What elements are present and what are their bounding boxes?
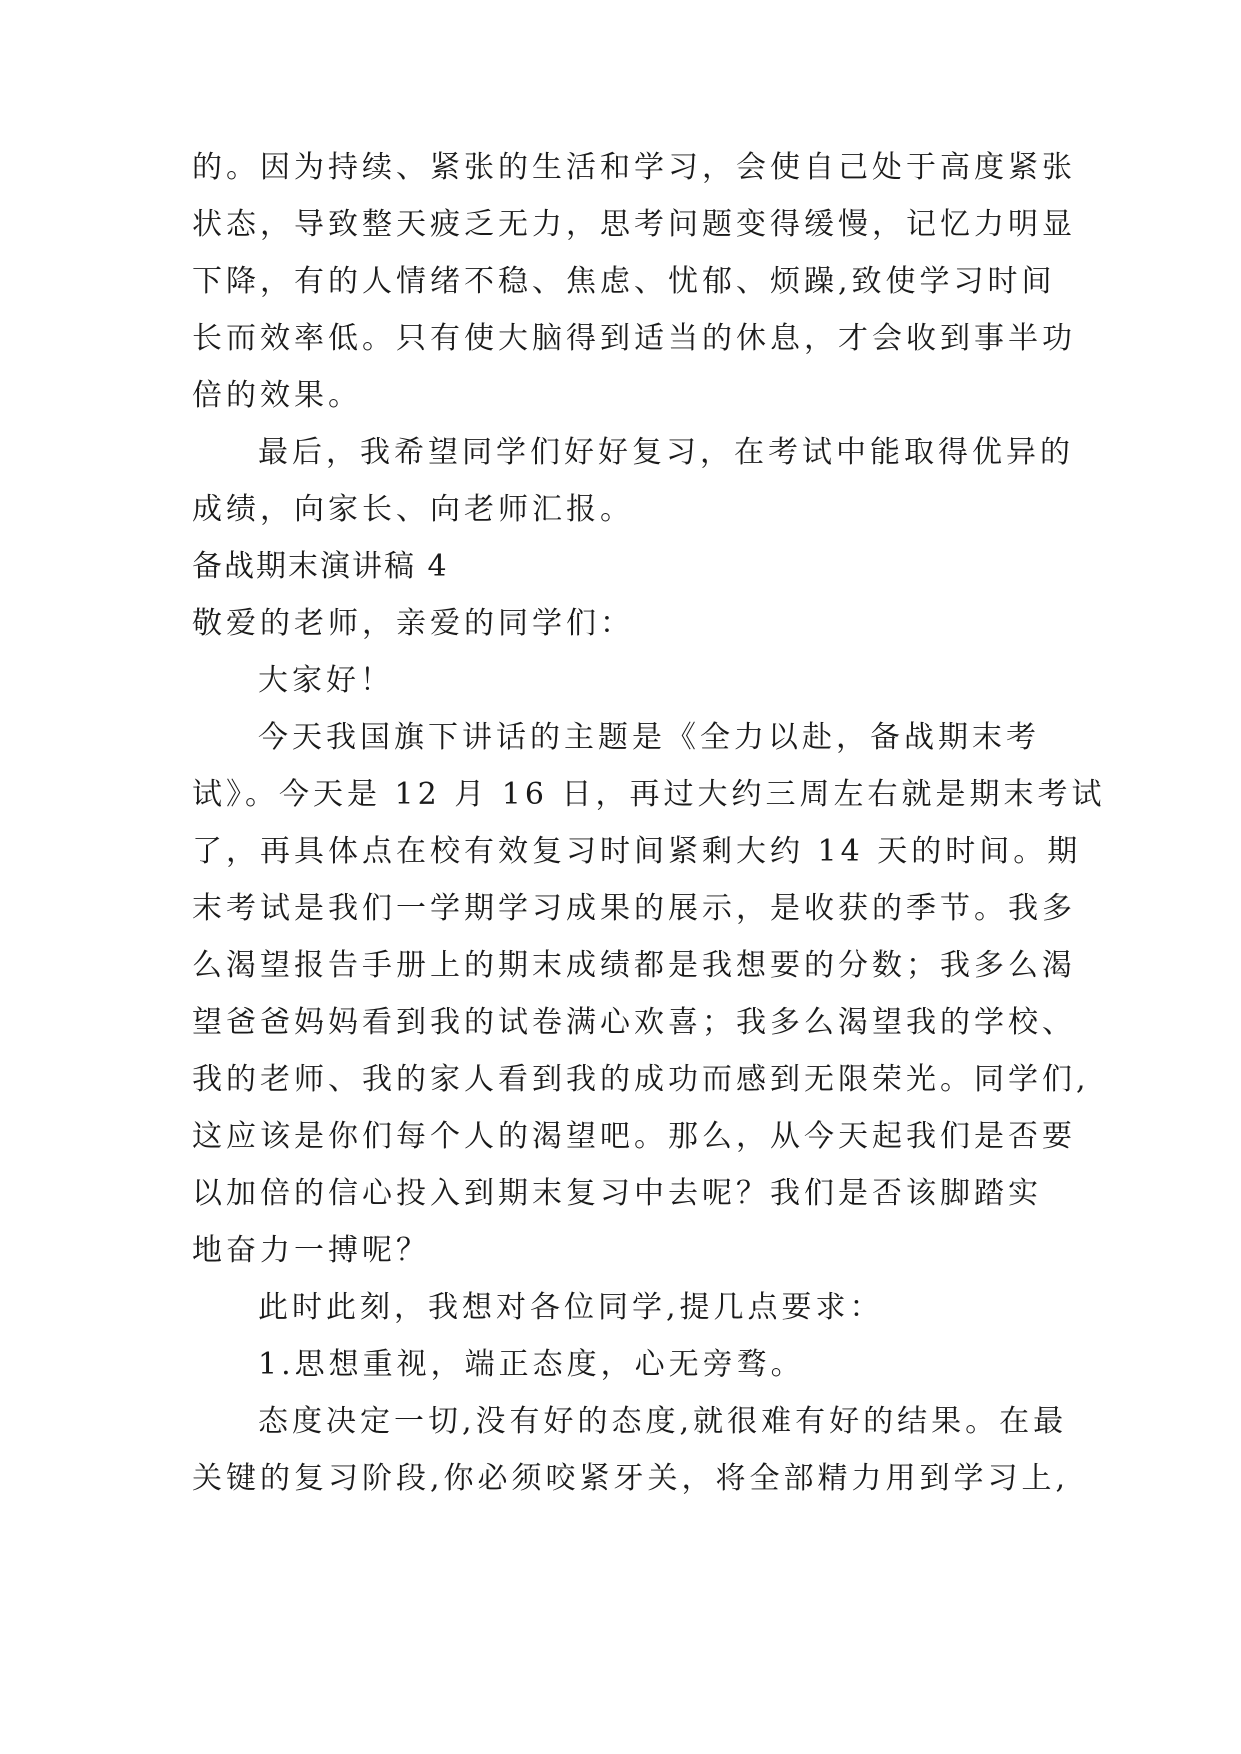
paragraph-start: 最后，我希望同学们好好复习，在考试中能取得优异的	[258, 435, 1074, 470]
text-line: 试》。今天是 12 月 16 日，再过大约三周左右就是期末考试	[192, 777, 1106, 812]
text-line: 地奋力一搏呢？	[192, 1233, 430, 1268]
text-line: 这应该是你们每个人的渴望吧。那么，从今天起我们是否要	[192, 1119, 1076, 1154]
text-line: 状态，导致整天疲乏无力，思考问题变得缓慢，记忆力明显	[192, 207, 1076, 242]
section-title: 备战期末演讲稿 4	[192, 549, 449, 584]
paragraph-start: 态度决定一切,没有好的态度,就很难有好的结果。在最	[258, 1404, 1068, 1439]
paragraph-start: 今天我国旗下讲话的主题是《全力以赴，备战期末考	[258, 720, 1040, 755]
paragraph-start: 此时此刻，我想对各位同学,提几点要求：	[258, 1290, 884, 1325]
greeting: 大家好！	[258, 663, 394, 698]
text-line: 我的老师、我的家人看到我的成功而感到无限荣光。同学们,	[192, 1062, 1090, 1097]
text-line: 长而效率低。只有使大脑得到适当的休息，才会收到事半功	[192, 321, 1076, 356]
text-line: 倍的效果。	[192, 378, 362, 413]
text-line: 以加倍的信心投入到期末复习中去呢？我们是否该脚踏实	[192, 1176, 1042, 1211]
salutation: 敬爱的老师，亲爱的同学们：	[192, 606, 634, 641]
text-line: 关键的复习阶段,你必须咬紧牙关，将全部精力用到学习上,	[192, 1461, 1070, 1496]
text-line: 下降，有的人情绪不稳、焦虑、忧郁、烦躁,致使学习时间	[192, 264, 1056, 299]
text-line: 望爸爸妈妈看到我的试卷满心欢喜；我多么渴望我的学校、	[192, 1005, 1076, 1040]
list-item: 1.思想重视，端正态度，心无旁骛。	[258, 1347, 805, 1382]
text-line: 么渴望报告手册上的期末成绩都是我想要的分数；我多么渴	[192, 948, 1076, 983]
text-line: 末考试是我们一学期学习成果的展示，是收获的季节。我多	[192, 891, 1076, 926]
text-line: 了，再具体点在校有效复习时间紧剩大约 14 天的时间。期	[192, 834, 1082, 869]
text-line: 的。因为持续、紧张的生活和学习，会使自己处于高度紧张	[192, 150, 1076, 185]
text-line: 成绩，向家长、向老师汇报。	[192, 492, 634, 527]
